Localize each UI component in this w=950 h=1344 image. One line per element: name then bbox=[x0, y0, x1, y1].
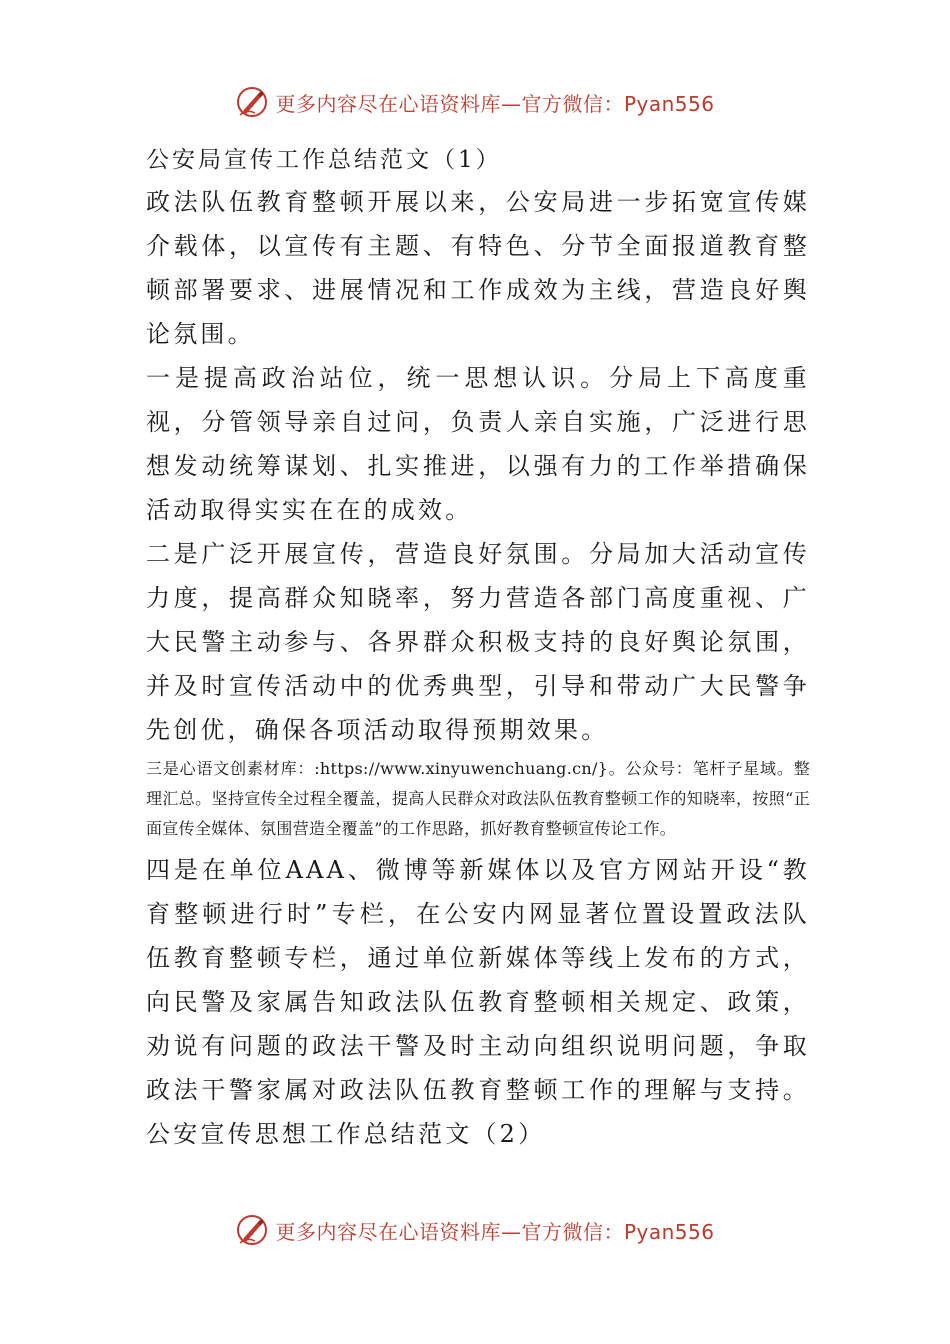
footer-banner-text: 更多内容尽在心语资料库—官方微信：Pyan556 bbox=[275, 1219, 715, 1244]
pen-logo-icon bbox=[235, 1213, 269, 1247]
document-title: 公安局宣传工作总结范文（1） bbox=[146, 147, 502, 173]
footer-banner bbox=[0, 1208, 950, 1252]
header-banner-text: 更多内容尽在心语资料库—官方微信：Pyan556 bbox=[275, 91, 715, 116]
paragraph-point-one: 一是提高政治站位，统一思想认识。分局上下高度重视，分管领导亲自过问，负责人亲自实施，广泛进行思想发动统筹谋划、扎实推进，以强有力的工作举措确保活动取得实实在在的成效。 bbox=[146, 364, 810, 524]
pen-logo-icon bbox=[235, 85, 269, 119]
header-banner bbox=[0, 80, 950, 124]
paragraph-intro: 政法队伍教育整顿开展以来，公安局进一步拓宽宣传媒介载体，以宣传有主题、有特色、分节全面报道教育整顿部署要求、进展情况和工作成效为主线，营造良好舆论氛围。 bbox=[146, 188, 810, 348]
paragraph-point-four: 四是在单位AAA、微博等新媒体以及官方网站开设“教育整顿进行时”专栏，在公安内网显著位置设置政法队伍教育整顿专栏，通过单位新媒体等线上发布的方式，向民警及家属告知政法队伍教育整顿相关规定、政策，劝说有问题的政法干警及时主动向组织说明问题，争取政法干警家属对政法队伍教育整顿工作的理解与支持。公安宣传思想工作总结范文（2） bbox=[146, 856, 810, 1148]
paragraph-point-two: 二是广泛开展宣传，营造良好氛围。分局加大活动宣传力度，提高群众知晓率，努力营造各部门高度重视、广大民警主动参与、各界群众积极支持的良好舆论氛围，并及时宣传活动中的优秀典型，引导和带动广大民警争先创优，确保各项活动取得预期效果。 bbox=[146, 540, 810, 744]
document-body bbox=[146, 140, 810, 1156]
paragraph-point-three: 三是心语文创素材库：:https://www.xinyuwenchuang.cn/}。公众号：笔杆子星域。整理汇总。坚持宣传全过程全覆盖，提高人民群众对政法队伍教育整顿工作的知晓率，按照“正面宣传全媒体、氛围营造全覆盖”的工作思路，抓好教育整顿宣传论工作。 bbox=[146, 759, 810, 838]
